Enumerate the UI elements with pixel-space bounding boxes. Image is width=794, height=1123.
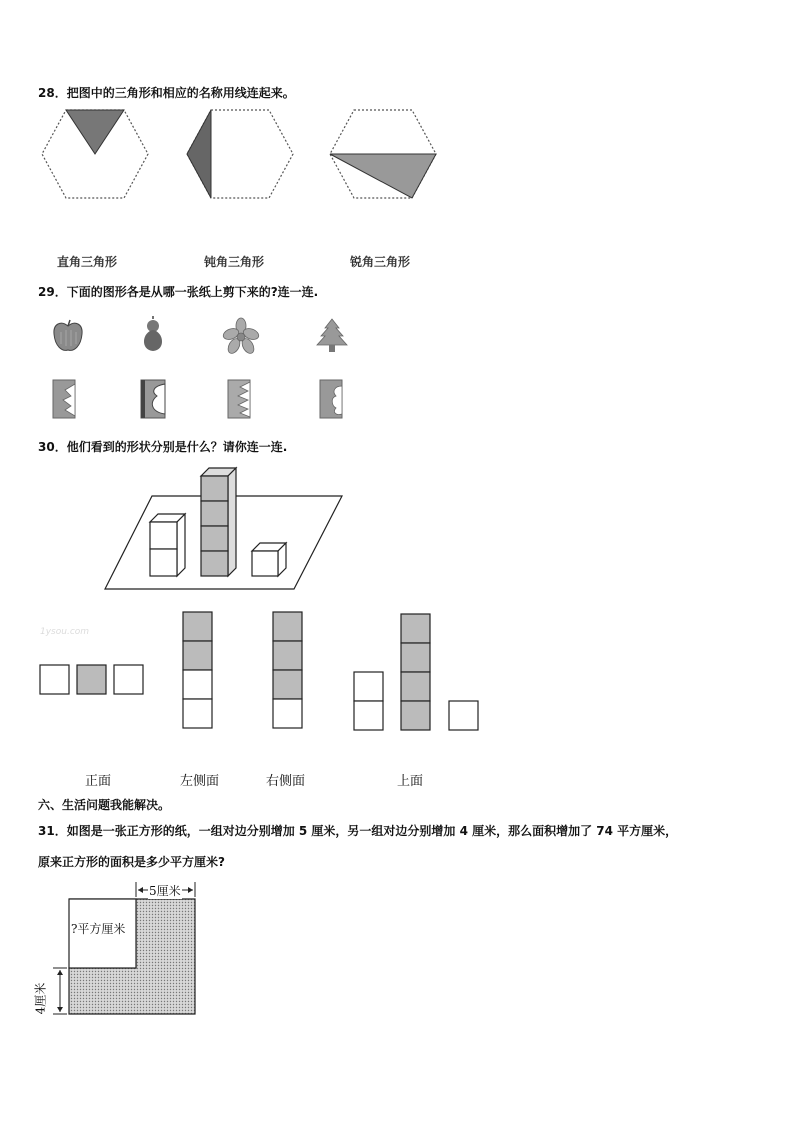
section-6-title: 六、生活问题我能解决。 [38, 798, 171, 812]
hexagon-figure-2 [185, 108, 295, 203]
question-31-line1: 31．如图是一张正方形的纸，一组对边分别增加 5 厘米，另一组对边分别增加 4 厘米，那么面积增加了 74 平方厘米， [38, 824, 678, 838]
apple-shape-icon [51, 318, 85, 354]
label-right-triangle: 直角三角形 [57, 255, 118, 269]
paper-cutout-4 [318, 378, 348, 420]
question-31-line2: 原来正方形的面积是多少平方厘米? [38, 855, 225, 869]
cube-arrangement-figure [104, 466, 354, 591]
question-29-text: 29．下面的图形各是从哪一张纸上剪下来的?连一连. [38, 285, 319, 299]
flower-shape-icon [222, 318, 260, 354]
paper-cutout-2 [139, 378, 169, 420]
question-30-text: 30．他们看到的形状分别是什么？请你连一连. [38, 440, 288, 454]
view-label-right: 右侧面 [266, 774, 306, 789]
hexagon-figure-1 [40, 108, 150, 203]
gourd-shape-icon [138, 316, 168, 354]
paper-cutout-3 [226, 378, 256, 420]
view-option-front [39, 664, 149, 696]
view-option-right [272, 611, 306, 731]
paper-cutout-1 [51, 378, 81, 420]
view-label-left: 左侧面 [180, 774, 220, 789]
question-28-text: 28．把图中的三角形和相应的名称用线连起来。 [38, 86, 295, 100]
view-option-left [182, 611, 216, 731]
view-label-front: 正面 [85, 774, 112, 789]
watermark-text: 1ysou.com [40, 627, 90, 637]
square-area-figure [34, 880, 209, 1020]
inner-area-label: ?平方厘米 [71, 922, 126, 936]
hexagon-figure-3 [328, 108, 438, 203]
view-option-top [353, 613, 483, 735]
view-label-top: 上面 [397, 774, 424, 789]
tree-shape-icon [315, 318, 349, 354]
label-acute-triangle: 锐角三角形 [350, 255, 411, 269]
side-dimension-label: 4厘米 [33, 982, 48, 1015]
top-dimension-label: 5厘米 [149, 884, 181, 898]
label-obtuse-triangle: 钝角三角形 [204, 255, 265, 269]
